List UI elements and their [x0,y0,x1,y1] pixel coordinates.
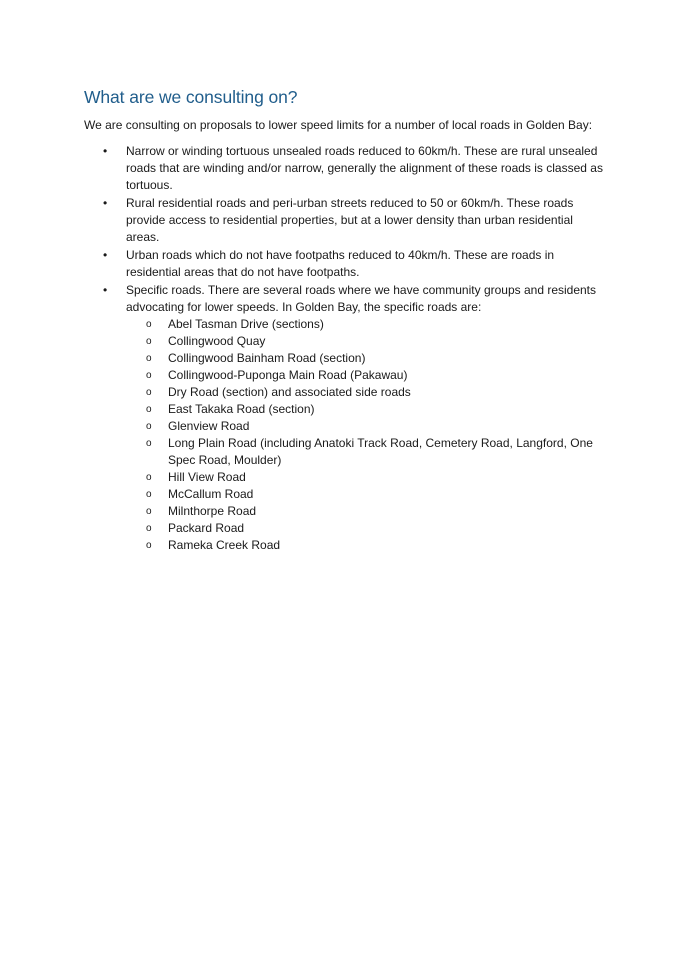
road-name: Rameka Creek Road [168,538,281,552]
road-item [126,350,609,367]
list-item-text: Specific roads. There are several roads where we have community groups and residents advocating for lower speeds. In Golden Bay, the specific roads are: [126,283,597,314]
road-item [126,435,609,469]
circle-bullet-icon: o [146,370,152,381]
road-item [126,401,609,418]
circle-bullet-icon: o [146,523,152,534]
road-item [126,384,609,401]
list-item [84,247,609,281]
road-item [126,333,609,350]
road-name: Dry Road (section) and associated side roads [168,385,411,399]
intro-paragraph: We are consulting on proposals to lower speed limits for a number of local roads in Golden Bay: [84,118,593,132]
road-name: Milnthorpe Road [168,504,257,518]
circle-bullet-icon: o [146,404,152,415]
road-name: Packard Road [168,521,245,535]
road-name: Long Plain Road (including Anatoki Track Road, Cemetery Road, Langford, One Spec Road, Moulder) [168,436,593,467]
circle-bullet-icon: o [146,421,152,432]
proposal-list [84,143,609,554]
circle-bullet-icon: o [146,472,152,483]
road-item [126,503,609,520]
road-name: Abel Tasman Drive (sections) [168,317,324,331]
road-item [126,520,609,537]
list-item [84,282,609,554]
bullet-icon: • [103,196,108,210]
road-name: Glenview Road [168,419,250,433]
road-name: Collingwood-Puponga Main Road (Pakawau) [168,368,408,382]
specific-roads-list [126,316,609,554]
circle-bullet-icon: o [146,387,152,398]
circle-bullet-icon: o [146,489,152,500]
circle-bullet-icon: o [146,319,152,330]
road-item [126,537,609,554]
road-item [126,486,609,503]
road-item [126,367,609,384]
circle-bullet-icon: o [146,353,152,364]
road-item [126,469,609,486]
list-item-text: Rural residential roads and peri-urban streets reduced to 50 or 60km/h. These roads provide access to residential properties, but at a lower density than urban residential areas. [126,196,574,244]
road-item [126,316,609,333]
list-item-text: Narrow or winding tortuous unsealed roads reduced to 60km/h. These are rural unsealed roads that are winding and/or narrow, generally the alignment of these roads is classed as tortuous. [126,144,603,192]
road-name: McCallum Road [168,487,254,501]
bullet-icon: • [103,283,108,297]
bullet-icon: • [103,144,108,158]
road-item [126,418,609,435]
circle-bullet-icon: o [146,438,152,449]
circle-bullet-icon: o [146,540,152,551]
list-item [84,143,609,194]
road-name: Collingwood Bainham Road (section) [168,351,366,365]
circle-bullet-icon: o [146,336,152,347]
road-name: East Takaka Road (section) [168,402,315,416]
list-item [84,195,609,246]
section-heading: What are we consulting on? [84,87,298,107]
circle-bullet-icon: o [146,506,152,517]
road-name: Collingwood Quay [168,334,266,348]
bullet-icon: • [103,248,108,262]
list-item-text: Urban roads which do not have footpaths reduced to 40km/h. These are roads in residential areas that do not have footpaths. [126,248,555,279]
road-name: Hill View Road [168,470,246,484]
